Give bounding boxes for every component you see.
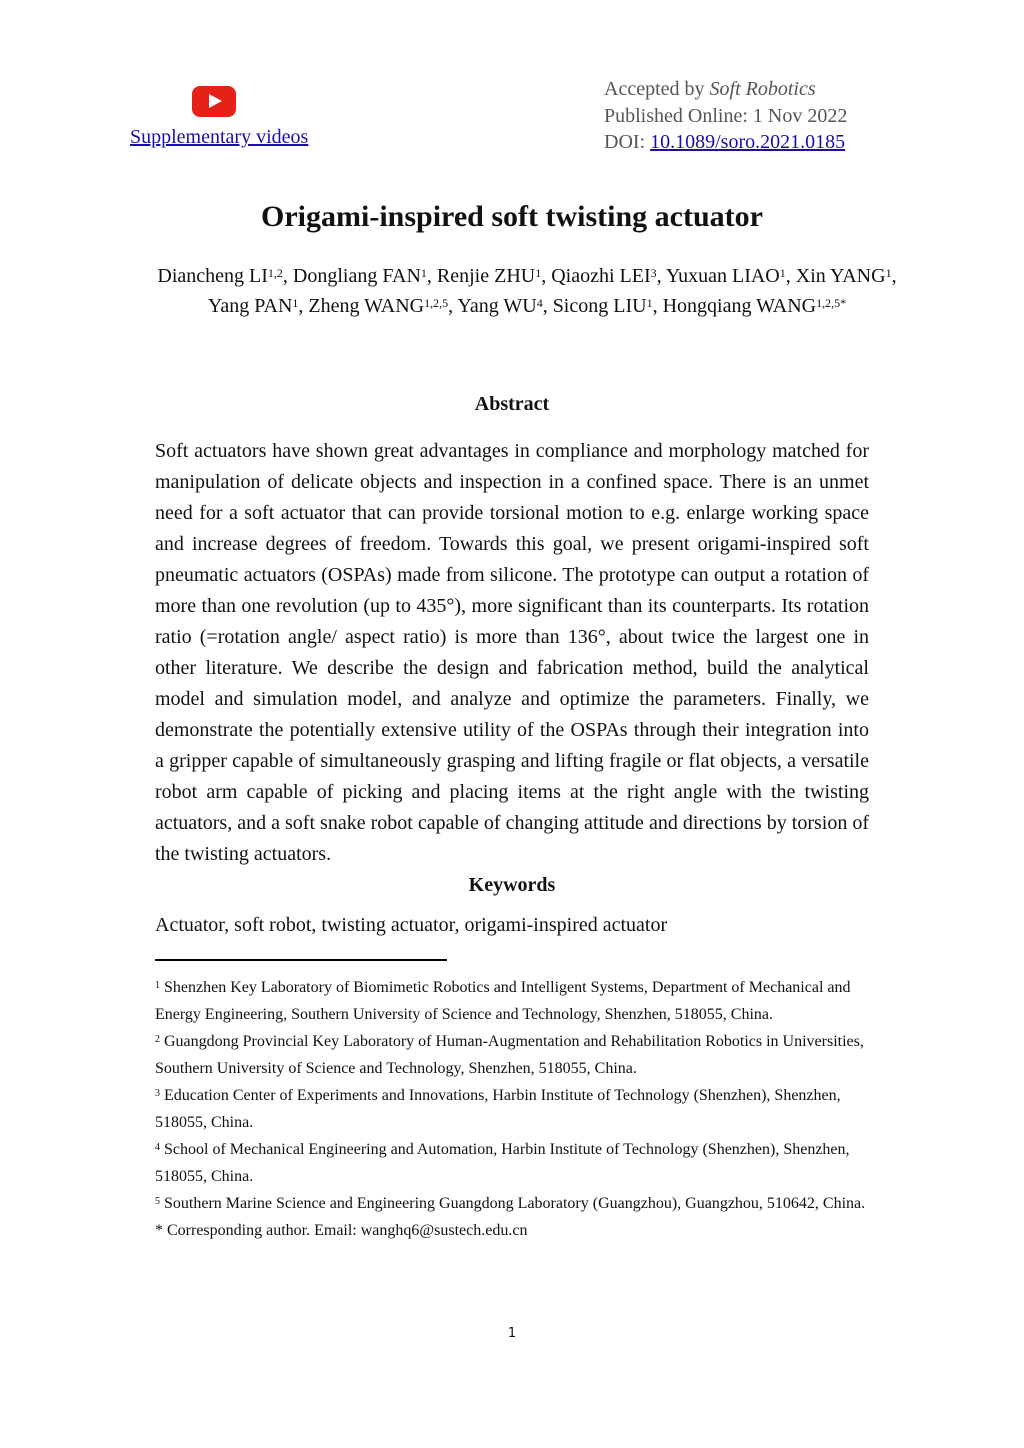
footnote bbox=[155, 1217, 875, 1244]
author-name: Yuxuan LIAO bbox=[665, 265, 780, 287]
footnote-text: * Corresponding author. Email: wanghq6@sustech.edu.cn bbox=[155, 1222, 528, 1239]
author-affiliation-mark: 1,2 bbox=[267, 266, 283, 280]
author-name: Zheng WANG bbox=[308, 295, 425, 317]
doi-label: DOI: bbox=[604, 131, 651, 153]
author-affiliation-mark: 1 bbox=[420, 266, 427, 280]
author-name: Hongqiang WANG bbox=[662, 295, 817, 317]
author-name: Diancheng LI bbox=[157, 265, 268, 287]
footnote-text: Shenzhen Key Laboratory of Biomimetic Robotics and Intelligent Systems, Department of Mechanical and Energy Engineering, Southern University of Science and Technology, Shenzhen, 518055, China. bbox=[155, 979, 851, 1023]
footnote bbox=[155, 1136, 875, 1190]
author-name: Renjie ZHU bbox=[436, 265, 536, 287]
page-number: 1 bbox=[507, 1326, 517, 1341]
author: Zheng WANG$^{1,2,5}$, bbox=[308, 295, 458, 317]
keywords-heading: Keywords bbox=[468, 874, 556, 896]
author-affiliation-mark: 1 bbox=[885, 266, 892, 280]
footnote bbox=[155, 1190, 875, 1217]
footnote-mark: 3 bbox=[155, 1088, 160, 1099]
author-name: Xin YANG bbox=[795, 265, 886, 287]
footnote-mark: 4 bbox=[155, 1142, 160, 1153]
footnote bbox=[155, 1082, 875, 1136]
publication-meta bbox=[604, 76, 847, 156]
author: Diancheng LI$^{1,2}$, bbox=[157, 265, 293, 287]
author: Renjie ZHU$^1$, bbox=[436, 265, 552, 287]
footnote bbox=[155, 1028, 875, 1082]
paper-title: Origami-inspired soft twisting actuator bbox=[261, 200, 763, 233]
author-affiliation-mark: 1,2,5* bbox=[816, 296, 847, 310]
accepted-label: Accepted by bbox=[604, 78, 710, 100]
footnote-mark: 5 bbox=[155, 1196, 160, 1207]
author-affiliation-mark: 4 bbox=[536, 296, 543, 310]
author-name: Dongliang FAN bbox=[292, 265, 421, 287]
author-affiliation-mark: 1 bbox=[646, 296, 653, 310]
footnote-mark: 2 bbox=[155, 1034, 160, 1045]
author: Xin YANG$^1$, bbox=[795, 265, 897, 287]
author-name: Sicong LIU bbox=[552, 295, 647, 317]
youtube-play-icon[interactable] bbox=[192, 86, 236, 117]
author-name: Yang PAN bbox=[207, 295, 293, 317]
footnote-text: School of Mechanical Engineering and Automation, Harbin Institute of Technology (Shenzhen), Shenzhen, 518055, China. bbox=[155, 1141, 850, 1185]
author: Qiaozhi LEI$^3$, bbox=[551, 265, 666, 287]
footnote-divider bbox=[155, 959, 447, 961]
keywords-text: Actuator, soft robot, twisting actuator, origami-inspired actuator bbox=[155, 914, 668, 936]
author: Sicong LIU$^1$, bbox=[552, 295, 663, 317]
abstract-text: Soft actuators have shown great advantages in compliance and morphology matched for manipulation of delicate objects and inspection in a confined space. There is an unmet need for a soft actuator that can provide torsional motion to e.g. enlarge working space and increase degrees of freedom. Towards this goal, we present origami-inspired soft pneumatic actuators (OSPAs) made from silicone. The prototype can output a rotation of more than one revolution (up to 435°), more significant than its counterparts. Its rotation ratio (=rotation angle/ aspect ratio) is more than 136°, about twice the largest one in other literature. We describe the design and fabrication method, build the analytical model and simulation model, and analyze and optimize the parameters. Finally, we demonstrate the potentially extensive utility of the OSPAs through their integration into a gripper capable of simultaneously grasping and lifting fragile or flat objects, a versatile robot arm capable of picking and placing items at the right angle with the twisting actuators, and a soft snake robot capable of changing attitude and directions by torsion of the twisting actuators. bbox=[155, 440, 869, 865]
author: Yang PAN$^1$, bbox=[207, 295, 309, 317]
footnote-text: Education Center of Experiments and Innovations, Harbin Institute of Technology (Shenzhen), Shenzhen, 518055, China. bbox=[155, 1087, 841, 1131]
author-name: Yang WU bbox=[457, 295, 537, 317]
author: Yang $WU^4$, bbox=[457, 295, 553, 317]
author: Yuxuan LIAO$^1$, bbox=[665, 265, 796, 287]
author-list bbox=[120, 261, 934, 321]
footnotes bbox=[155, 974, 875, 1244]
author-name: Qiaozhi LEI bbox=[551, 265, 651, 287]
author-affiliation-mark: 1 bbox=[535, 266, 542, 280]
footnote-text: Guangdong Provincial Key Laboratory of Human-Augmentation and Rehabilitation Robotics in Universities, Southern University of Science and Technology, Shenzhen, 518055, China. bbox=[155, 1033, 864, 1077]
published-date: Published Online: 1 Nov 2022 bbox=[604, 104, 848, 127]
supplementary-videos-link[interactable]: Supplementary videos bbox=[130, 126, 309, 148]
abstract-heading: Abstract bbox=[474, 393, 550, 415]
footnote-text: Southern Marine Science and Engineering Guangdong Laboratory (Guangzhou), Guangzhou, 510642, China. bbox=[160, 1195, 866, 1212]
doi-link[interactable]: 10.1089/soro.2021.0185 bbox=[650, 131, 846, 153]
footnote bbox=[155, 974, 875, 1028]
author-affiliation-mark: 1,2,5 bbox=[424, 296, 449, 310]
author-affiliation-mark: 1 bbox=[292, 296, 299, 310]
author-affiliation-mark: 3 bbox=[650, 266, 657, 280]
author: Dongliang FAN$^1$, bbox=[292, 265, 437, 287]
footnote-mark: 1 bbox=[155, 980, 160, 991]
journal-name: Soft Robotics bbox=[709, 78, 816, 100]
author-affiliation-mark: 1 bbox=[779, 266, 786, 280]
author bbox=[663, 295, 847, 317]
